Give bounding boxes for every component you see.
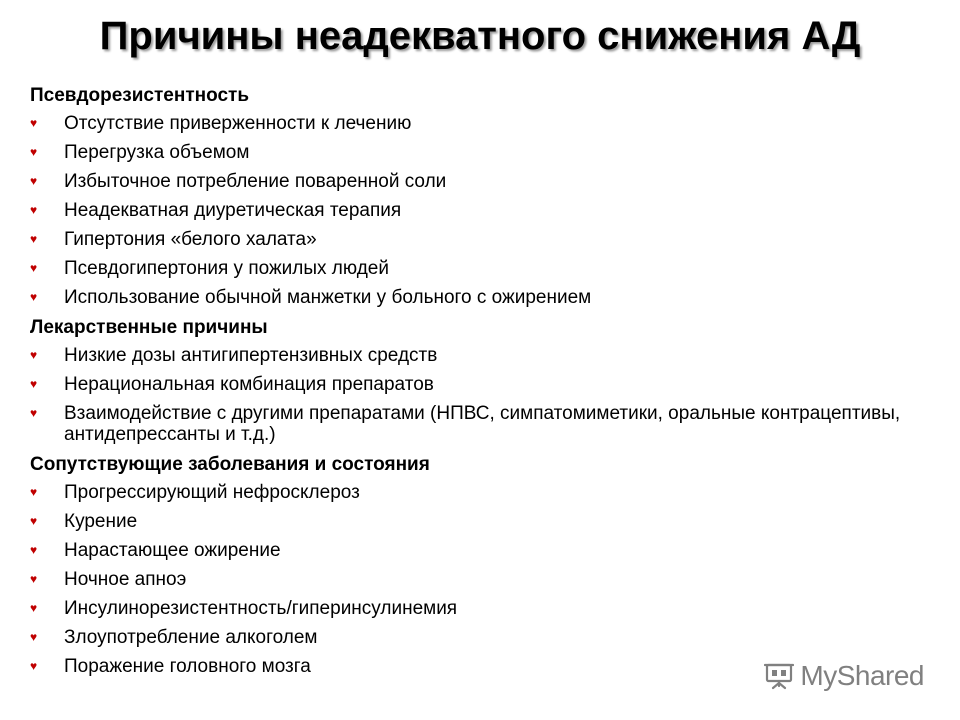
list-item-text: Взаимодействие с другими препаратами (НПВС, симпатомиметики, оральные контрацептивы, антидепрессанты и т.д.) [64,403,901,445]
myshared-watermark [764,660,924,692]
list-item [30,482,930,503]
list-item [30,374,930,395]
heart-icon: ♥ [30,290,38,304]
section-heading: Лекарственные причины [30,317,268,338]
list-item [30,171,930,192]
watermark-text: MyShared [800,660,924,691]
heart-icon: ♥ [30,572,38,586]
heart-icon: ♥ [30,232,38,246]
list-item [30,598,930,619]
list-item [30,345,930,366]
heart-icon: ♥ [30,174,38,188]
section-pseudoresistance [30,84,930,308]
list-item [30,142,930,163]
list-item [30,258,930,279]
list-item-text: Низкие дозы антигипертензивных средств [64,345,438,366]
projector-screen-icon [764,662,794,690]
list-item [30,627,930,648]
heart-icon: ♥ [30,601,38,615]
list-item-text: Нерациональная комбинация препаратов [64,374,434,395]
list-item-text: Прогрессирующий нефросклероз [64,482,360,503]
list-item [30,229,930,250]
list-item-text: Отсутствие приверженности к лечению [64,113,412,134]
list-item-text: Использование обычной манжетки у больного с ожирением [64,287,592,308]
section-heading: Псевдорезистентность [30,85,250,106]
list-item-text: Гипертония «белого халата» [64,229,317,250]
slide-title: Причины неадекватного снижения АД [99,14,861,58]
list-item-text: Ночное апноэ [64,569,187,590]
list-item-text: Перегрузка объемом [64,142,250,163]
bullet-list [30,482,930,677]
heart-icon: ♥ [30,543,38,557]
section-drug-causes [30,316,930,445]
list-item-text: Неадекватная диуретическая терапия [64,200,402,221]
list-item [30,403,930,445]
heart-icon: ♥ [30,514,38,528]
slide-content [30,84,930,685]
section-heading: Сопутствующие заболевания и состояния [30,454,430,475]
list-item-text: Инсулинорезистентность/гиперинсулинемия [64,598,458,619]
bullet-list [30,113,930,308]
list-item-text: Избыточное потребление поваренной соли [64,171,447,192]
list-item-text: Поражение головного мозга [64,656,311,677]
list-item-text: Курение [64,511,138,532]
list-item [30,540,930,561]
heart-icon: ♥ [30,203,38,217]
list-item [30,200,930,221]
heart-icon: ♥ [30,116,38,130]
bullet-list [30,345,930,445]
section-comorbidities [30,453,930,677]
heart-icon: ♥ [30,145,38,159]
heart-icon: ♥ [30,406,38,420]
list-item [30,287,930,308]
heart-icon: ♥ [30,377,38,391]
list-item-text: Псевдогипертония у пожилых людей [64,258,389,279]
list-item-text: Нарастающее ожирение [64,540,281,561]
list-item [30,511,930,532]
heart-icon: ♥ [30,659,38,673]
heart-icon: ♥ [30,630,38,644]
list-item [30,113,930,134]
list-item [30,569,930,590]
heart-icon: ♥ [30,261,38,275]
list-item-text: Злоупотребление алкоголем [64,627,318,648]
heart-icon: ♥ [30,485,38,499]
heart-icon: ♥ [30,348,38,362]
